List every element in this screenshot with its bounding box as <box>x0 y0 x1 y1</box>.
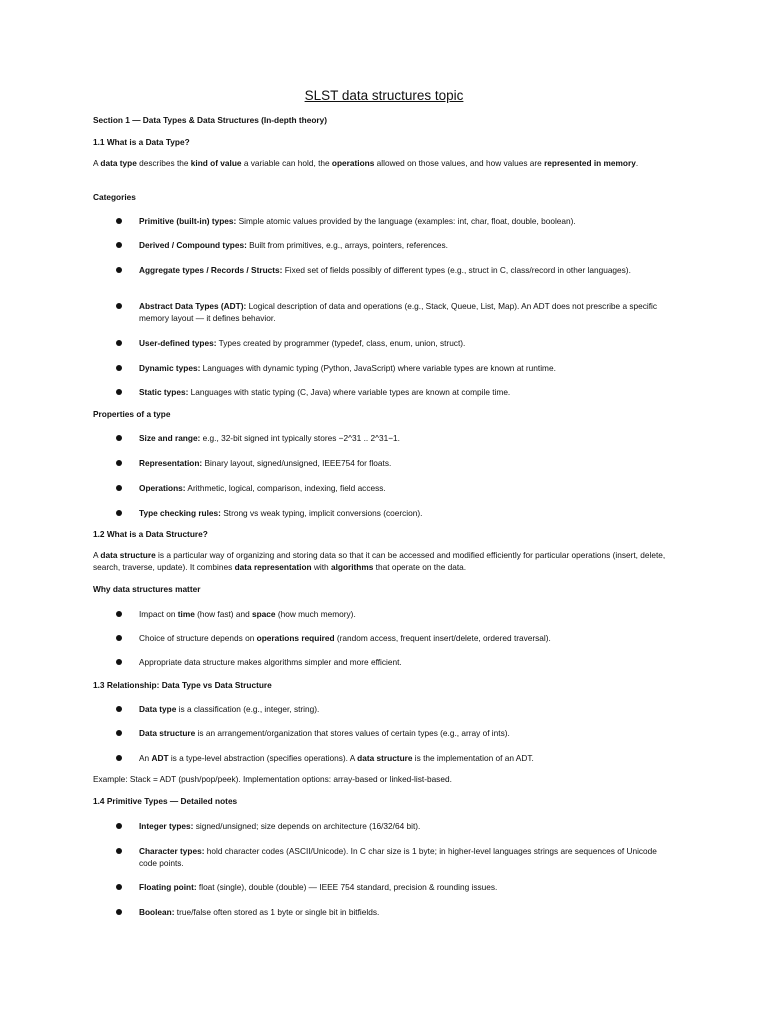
list-item: Floating point: float (single), double (double) — IEEE 754 standard, precision & rounding issues. <box>139 882 498 892</box>
bullet-icon <box>116 218 122 224</box>
list-item: Aggregate types / Records / Structs: Fixed set of fields possibly of different types (e.g., struct in C, class/record in other languages). <box>139 265 631 275</box>
list-item: Impact on time (how fast) and space (how much memory). <box>139 609 356 619</box>
categories-heading: Categories <box>93 192 136 202</box>
bullet-icon <box>116 365 122 371</box>
list-item: Appropriate data structure makes algorithms simpler and more efficient. <box>139 657 402 667</box>
list-item: Primitive (built-in) types: Simple atomic values provided by the language (examples: int, char, float, double, boolean). <box>139 216 576 226</box>
bullet-icon <box>116 460 122 466</box>
subsection-heading-1-3: 1.3 Relationship: Data Type vs Data Structure <box>93 680 272 690</box>
example-text: Example: Stack = ADT (push/pop/peek). Implementation options: array-based or linked-list-based. <box>93 774 452 784</box>
bullet-icon <box>116 485 122 491</box>
list-item: An ADT is a type-level abstraction (specifies operations). A data structure is the implementation of an ADT. <box>139 753 534 763</box>
subsection-heading-1-4: 1.4 Primitive Types — Detailed notes <box>93 796 238 806</box>
list-item: Derived / Compound types: Built from primitives, e.g., arrays, pointers, references. <box>139 240 448 250</box>
list-item: Data type is a classification (e.g., integer, string). <box>139 704 320 714</box>
paragraph-data-structure: A data structure is a particular way of organizing and storing data so that it can be accessed and modified efficiently for particular operations (insert, delete, search, traverse, update). It combines data representation with algorithms that operate on the data. <box>93 550 666 572</box>
list-item: Data structure is an arrangement/organization that stores values of certain types (e.g., array of ints). <box>139 728 510 738</box>
list-item: Abstract Data Types (ADT): Logical description of data and operations (e.g., Stack, Queue, List, Map). An ADT does not prescribe a specific memory layout — it defines behavior. <box>139 301 658 323</box>
list-item: Character types: hold character codes (ASCII/Unicode). In C char size is 1 byte; in higher-level languages strings are sequences of Unicode code points. <box>139 846 657 868</box>
list-item: Representation: Binary layout, signed/unsigned, IEEE754 for floats. <box>139 458 392 468</box>
bullet-icon <box>116 435 122 441</box>
section-heading: Section 1 — Data Types & Data Structures (In-depth theory) <box>93 115 328 125</box>
bullet-icon <box>116 823 122 829</box>
bullet-icon <box>116 340 122 346</box>
subsection-heading-1-1: 1.1 What is a Data Type? <box>93 137 190 147</box>
bullet-icon <box>116 884 122 890</box>
bullet-icon <box>116 659 122 665</box>
properties-heading: Properties of a type <box>93 409 171 419</box>
bullet-icon <box>116 510 122 516</box>
why-heading: Why data structures matter <box>93 584 201 594</box>
list-item: Integer types: signed/unsigned; size depends on architecture (16/32/64 bit). <box>139 821 421 831</box>
list-item: Dynamic types: Languages with dynamic typing (Python, JavaScript) where variable types are known at runtime. <box>139 363 556 373</box>
document-title: SLST data structures topic <box>304 88 464 103</box>
bullet-icon <box>116 611 122 617</box>
list-item: Type checking rules: Strong vs weak typing, implicit conversions (coercion). <box>139 508 423 518</box>
list-item: Static types: Languages with static typing (C, Java) where variable types are known at compile time. <box>139 387 511 397</box>
list-item: Operations: Arithmetic, logical, comparison, indexing, field access. <box>139 483 386 493</box>
bullet-icon <box>116 909 122 915</box>
list-item: Choice of structure depends on operations required (random access, frequent insert/delete, ordered traversal). <box>139 633 551 643</box>
subsection-heading-1-2: 1.2 What is a Data Structure? <box>93 529 208 539</box>
list-item: Boolean: true/false often stored as 1 byte or single bit in bitfields. <box>139 907 380 917</box>
bullet-icon <box>116 848 122 854</box>
bullet-icon <box>116 242 122 248</box>
bullet-icon <box>116 267 122 273</box>
list-item: User-defined types: Types created by programmer (typedef, class, enum, union, struct). <box>139 338 466 348</box>
bullet-icon <box>116 635 122 641</box>
bullet-icon <box>116 389 122 395</box>
bullet-icon <box>116 730 122 736</box>
bullet-icon <box>116 755 122 761</box>
paragraph-data-type: A data type describes the kind of value a variable can hold, the operations allowed on those values, and how values are represented in memory. <box>93 158 639 168</box>
list-item: Size and range: e.g., 32-bit signed int typically stores −2^31 .. 2^31−1. <box>139 433 400 443</box>
bullet-icon <box>116 706 122 712</box>
bullet-icon <box>116 303 122 309</box>
